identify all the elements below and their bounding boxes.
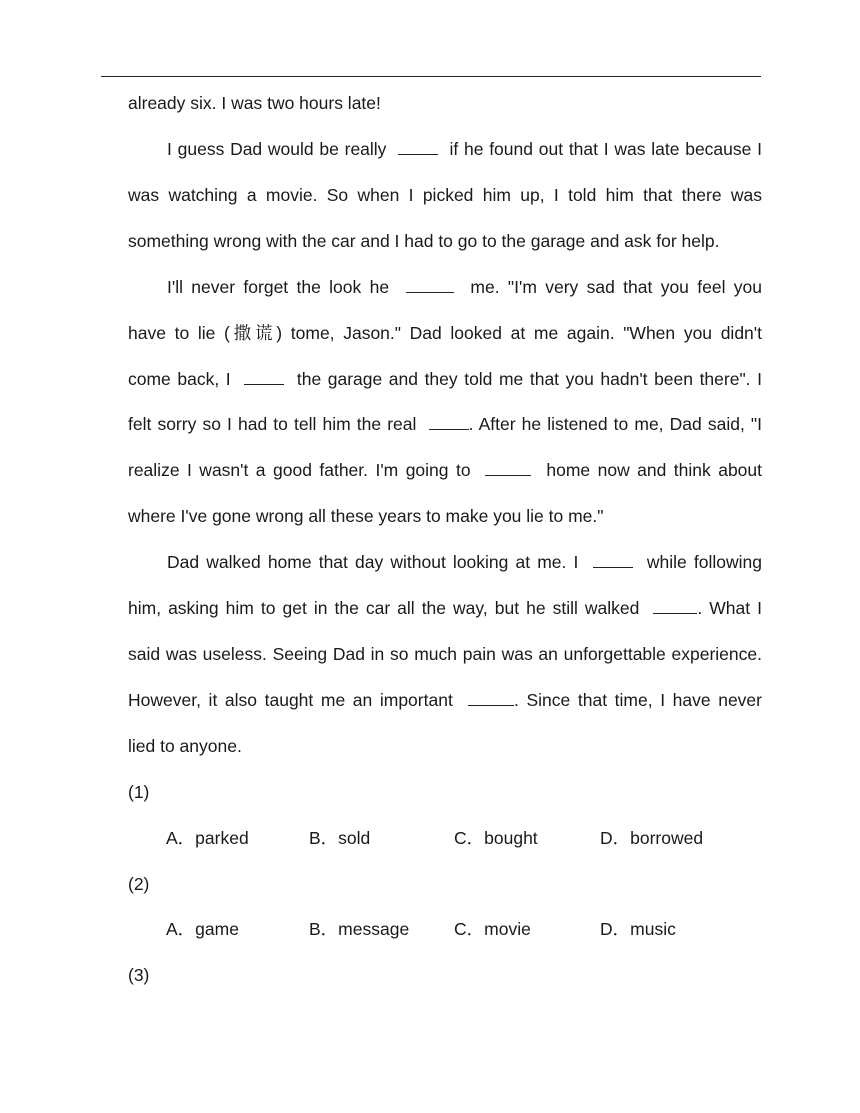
answer-blank bbox=[429, 415, 469, 430]
passage-line-14: However, it also taught me an important . Since that time, I have never bbox=[128, 690, 762, 710]
passage-line-15: lied to anyone. bbox=[128, 736, 242, 756]
answer-blank bbox=[468, 691, 514, 706]
answer-blank bbox=[653, 599, 697, 614]
header-rule bbox=[101, 76, 761, 77]
option-a[interactable]: A．game bbox=[166, 919, 239, 939]
passage-line-9: realize I wasn't a good father. I'm going to home now and think about bbox=[128, 460, 762, 480]
option-c[interactable]: C．bought bbox=[454, 828, 538, 848]
passage-line-10: where I've gone wrong all these years to make you lie to me." bbox=[128, 506, 604, 526]
answer-blank bbox=[593, 553, 633, 568]
question-number: (2) bbox=[128, 874, 150, 894]
passage-line-4: something wrong with the car and I had to go to the garage and ask for help. bbox=[128, 231, 720, 251]
option-b[interactable]: B．sold bbox=[309, 828, 371, 848]
passage-line-6: have to lie (撒谎) tome, Jason." Dad looked at me again. "When you didn't bbox=[128, 323, 762, 343]
option-b[interactable]: B．message bbox=[309, 919, 410, 939]
option-d[interactable]: D．borrowed bbox=[600, 828, 704, 848]
passage-line-12: him, asking him to get in the car all the way, but he still walked . What I bbox=[128, 598, 762, 618]
passage-line-8: felt sorry so I had to tell him the real . After he listened to me, Dad said, "I bbox=[128, 414, 762, 434]
option-d[interactable]: D．music bbox=[600, 919, 676, 939]
passage-line-11: Dad walked home that day without looking at me. I while following bbox=[167, 552, 762, 572]
answer-blank bbox=[244, 370, 284, 385]
passage-line-3: was watching a movie. So when I picked him up, I told him that there was bbox=[128, 185, 762, 205]
question-number: (3) bbox=[128, 965, 150, 985]
passage-line-2: I guess Dad would be really if he found out that I was late because I bbox=[167, 139, 762, 159]
passage-line-1: already six. I was two hours late! bbox=[128, 93, 381, 113]
passage-line-5: I'll never forget the look he me. "I'm very sad that you feel you bbox=[167, 277, 762, 297]
answer-blank bbox=[398, 140, 438, 155]
passage-line-13: said was useless. Seeing Dad in so much pain was an unforgettable experience. bbox=[128, 644, 762, 664]
answer-blank bbox=[485, 461, 531, 476]
option-a[interactable]: A．parked bbox=[166, 828, 249, 848]
option-c[interactable]: C．movie bbox=[454, 919, 531, 939]
answer-blank bbox=[406, 278, 454, 293]
question-number: (1) bbox=[128, 782, 150, 802]
passage-line-7: come back, I the garage and they told me that you hadn't been there". I bbox=[128, 369, 762, 389]
